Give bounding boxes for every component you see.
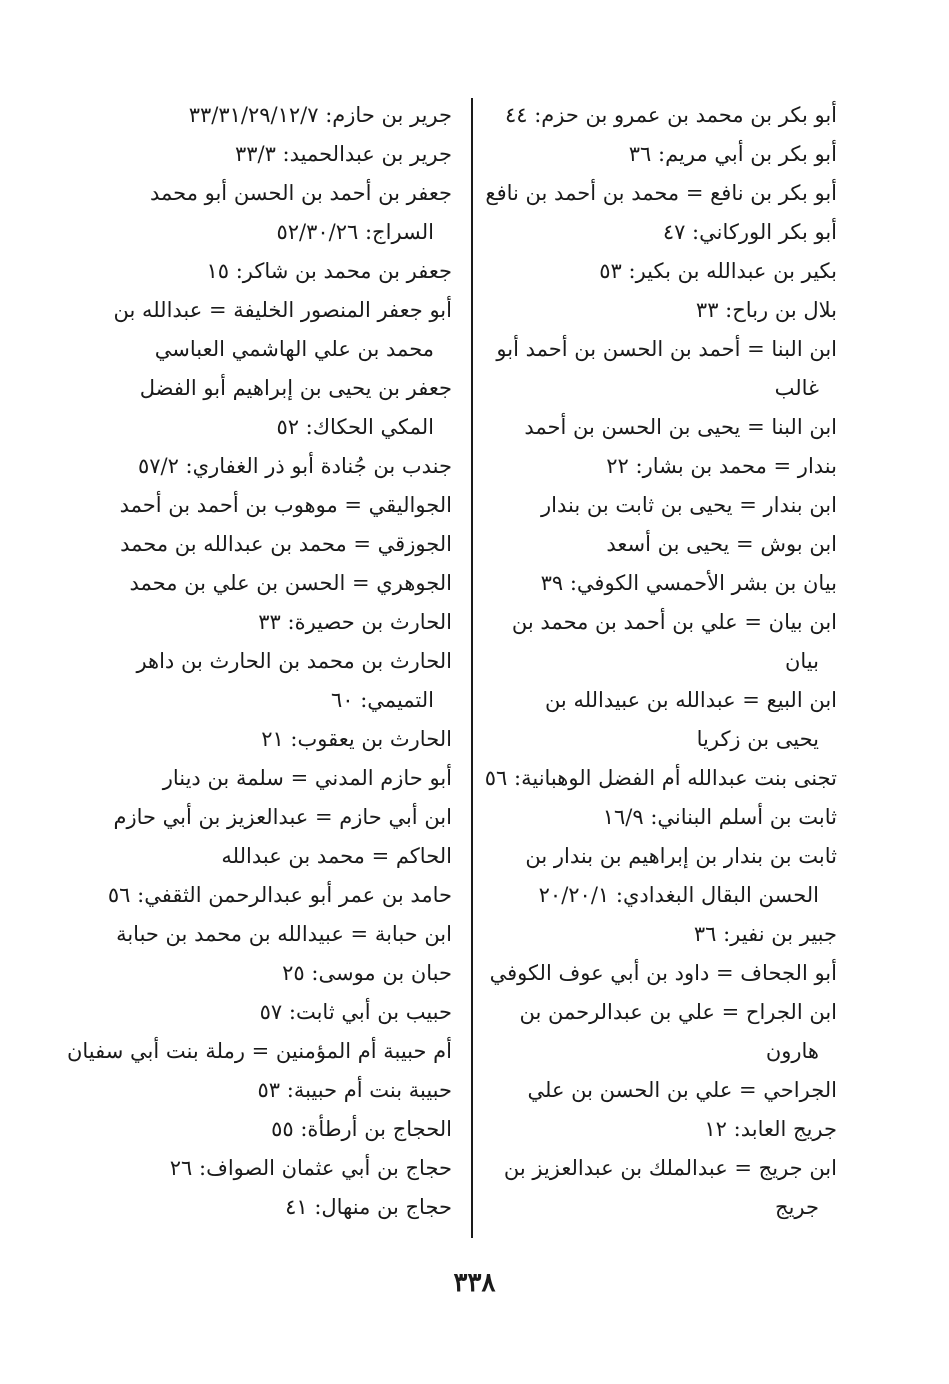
entry-continuation-line: محمد بن علي الهاشمي العباسي (154, 337, 434, 361)
entry-line: بلال بن رباح: ٣٣ (695, 298, 837, 322)
entry-line: جرير بن عبدالحميد: ٣٣/٣ (234, 142, 452, 166)
entry-line: ابن أبي حازم = عبدالعزيز بن أبي حازم (113, 805, 452, 829)
index-entry (92, 798, 452, 837)
entry-line: ابن حبابة = عبيدالله بن محمد بن حبابة (116, 922, 452, 946)
index-entry (487, 837, 837, 915)
entry-line: ابن بندار = يحيى بن ثابت بن بندار (541, 493, 837, 517)
index-entry (92, 486, 452, 525)
index-entry (487, 1110, 837, 1149)
index-entry (92, 525, 452, 564)
entry-line: ثابت بن بندار بن إبراهيم بن بندار بن (525, 844, 837, 868)
entry-line: حبيبة بنت أم حبيبة: ٥٣ (257, 1078, 452, 1102)
index-entry (487, 135, 837, 174)
entry-continuation-line: هارون (765, 1039, 819, 1063)
index-entry (487, 798, 837, 837)
index-entry (92, 1188, 452, 1227)
index-entry (92, 447, 452, 486)
entry-line: ثابت بن أسلم البناني: ١٦/٩ (602, 805, 837, 829)
index-entry (92, 564, 452, 603)
entry-continuation-line: الحسن البقال البغدادي: ٢٠/٢٠/١ (538, 883, 819, 907)
entry-line: الجوزقي = محمد بن عبدالله بن محمد (120, 532, 452, 556)
index-entry (92, 759, 452, 798)
entry-line: الجراحي = علي بن الحسن بن علي (527, 1078, 837, 1102)
index-entry (487, 525, 837, 564)
entry-line: جرير بن حازم: ٣٣/٣١/٢٩/١٢/٧ (188, 103, 452, 127)
index-entry (487, 681, 837, 759)
entry-line: بيان بن بشر الأحمسي الكوفي: ٣٩ (540, 571, 837, 595)
index-entry (92, 837, 452, 876)
entry-continuation-line: غالب (774, 376, 819, 400)
index-entry (487, 291, 837, 330)
index-entry (487, 213, 837, 252)
entry-continuation-line: السراج: ٥٢/٣٠/٢٦ (276, 220, 434, 244)
index-column-left (66, 96, 452, 1227)
entry-line: حبان بن موسى: ٢٥ (282, 961, 452, 985)
entry-line: ابن البيع = عبدالله بن عبيدالله بن (544, 688, 837, 712)
entry-continuation-line: يحيى بن زكريا (696, 727, 819, 751)
entry-line: أبو بكر بن محمد بن عمرو بن حزم: ٤٤ (504, 103, 837, 127)
entry-line: بندار = محمد بن بشار: ٢٢ (606, 454, 837, 478)
entry-line: جعفر بن أحمد بن الحسن أبو محمد (149, 181, 452, 205)
entry-continuation-line: بيان (784, 649, 819, 673)
entry-line: حجاج بن أبي عثمان الصواف: ٢٦ (169, 1156, 452, 1180)
entry-line: الحجاج بن أرطأة: ٥٥ (271, 1117, 452, 1141)
entry-line: تجنى بنت عبدالله أم الفضل الوهبانية: ٥٦ (484, 766, 837, 790)
index-entry (487, 1071, 837, 1110)
index-entry (487, 486, 837, 525)
entry-line: حجاج بن منهال: ٤١ (285, 1195, 452, 1219)
index-entry (487, 993, 837, 1071)
page-number: ٣٣٨ (453, 1268, 496, 1298)
index-entry (92, 915, 452, 954)
entry-line: الحارث بن محمد بن الحارث بن داهر (136, 649, 452, 673)
entry-line: بكير بن عبدالله بن بكير: ٥٣ (599, 259, 837, 283)
index-entry (484, 759, 837, 798)
index-entry (92, 642, 452, 720)
index-entry (66, 1032, 452, 1071)
entry-line: الحاكم = محمد بن عبدالله (221, 844, 452, 868)
index-entry (92, 954, 452, 993)
index-entry (487, 447, 837, 486)
entry-line: جبير بن نفير: ٣٦ (693, 922, 837, 946)
entry-continuation-line: التميمي: ٦٠ (330, 688, 434, 712)
entry-line: جعفر بن يحيى بن إبراهيم أبو الفضل (139, 376, 452, 400)
index-entry (92, 720, 452, 759)
index-entry (487, 603, 837, 681)
index-entry (92, 1110, 452, 1149)
entry-line: أبو حازم المدني = سلمة بن دينار (162, 766, 452, 790)
index-entry (487, 1149, 837, 1227)
index-column-right (484, 96, 837, 1227)
entry-line: الحارث بن يعقوب: ٢١ (261, 727, 452, 751)
index-entry (487, 408, 837, 447)
index-entry (487, 954, 837, 993)
entry-line: أبو الجحاف = داود بن أبي عوف الكوفي (489, 961, 837, 985)
entry-line: أبو بكر بن أبي مريم: ٣٦ (628, 142, 837, 166)
entry-line: أم حبيبة أم المؤمنين = رملة بنت أبي سفيان (66, 1039, 452, 1063)
index-entry (487, 915, 837, 954)
column-divider (471, 98, 473, 1238)
entry-continuation-line: المكي الحكاك: ٥٢ (276, 415, 434, 439)
index-entry (92, 1071, 452, 1110)
entry-line: ابن بوش = يحيى بن أسعد (606, 532, 837, 556)
index-entry (487, 330, 837, 408)
index-entry (487, 174, 837, 213)
entry-line: حبيب بن أبي ثابت: ٥٧ (259, 1000, 452, 1024)
entry-line: أبو بكر الوركاني: ٤٧ (662, 220, 837, 244)
entry-line: جندب بن جُنادة أبو ذر الغفاري: ٥٧/٢ (137, 454, 452, 478)
entry-line: جعفر بن محمد بن شاكر: ١٥ (206, 259, 452, 283)
entry-line: الجوهري = الحسن بن علي بن محمد (129, 571, 452, 595)
index-entry (92, 1149, 452, 1188)
index-entry (92, 993, 452, 1032)
entry-line: ابن البنا = أحمد بن الحسن بن أحمد أبو (496, 337, 837, 361)
index-entry (92, 603, 452, 642)
entry-line: حامد بن عمر أبو عبدالرحمن الثقفي: ٥٦ (107, 883, 452, 907)
index-entry (92, 252, 452, 291)
index-entry (92, 96, 452, 135)
index-entry (92, 369, 452, 447)
entry-line: ابن الجراح = علي بن عبدالرحمن بن (519, 1000, 837, 1024)
index-entry (487, 96, 837, 135)
index-entry (487, 564, 837, 603)
index-entry (92, 135, 452, 174)
entry-continuation-line: جريج (775, 1195, 819, 1219)
entry-line: الجواليقي = موهوب بن أحمد بن أحمد (119, 493, 452, 517)
entry-line: أبو بكر بن نافع = محمد بن أحمد بن نافع (485, 181, 837, 205)
entry-line: أبو جعفر المنصور الخليفة = عبدالله بن (113, 298, 452, 322)
entry-line: جريج العابد: ١٢ (704, 1117, 837, 1141)
index-entry (92, 174, 452, 252)
index-entry (92, 291, 452, 369)
index-entry (487, 252, 837, 291)
entry-line: الحارث بن حصيرة: ٣٣ (258, 610, 452, 634)
entry-line: ابن بيان = علي بن أحمد بن محمد بن (511, 610, 837, 634)
entry-line: ابن البنا = يحيى بن الحسن بن أحمد (524, 415, 837, 439)
entry-line: ابن جريج = عبدالملك بن عبدالعزيز بن (503, 1156, 837, 1180)
index-entry (92, 876, 452, 915)
